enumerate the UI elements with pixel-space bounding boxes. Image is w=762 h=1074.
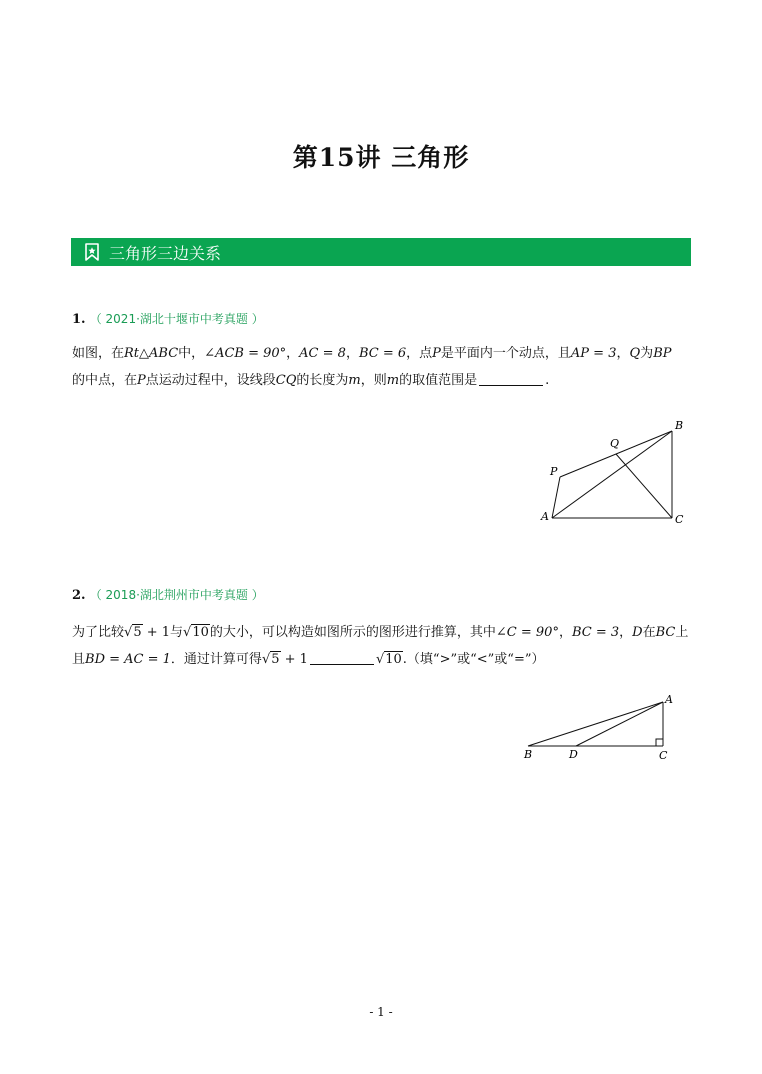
text: .（填“>”或“<”或“=”） (402, 652, 545, 667)
text: 中， (178, 346, 205, 361)
text: 上 (675, 625, 689, 640)
text: ，点 (406, 346, 433, 361)
math: BC = 6 (358, 346, 407, 361)
text: 为 (640, 346, 654, 361)
math: BD = AC = 1 (85, 652, 171, 667)
segment-ab (528, 702, 663, 746)
label-p: P (550, 465, 558, 478)
math: D (632, 625, 643, 640)
label-a: A (541, 510, 549, 523)
text: 的长度为 (296, 373, 349, 388)
question-2-body (72, 619, 694, 673)
question-1-figure (536, 416, 696, 530)
question-2-line-1 (72, 619, 694, 646)
text: 为了比较 (72, 625, 125, 640)
text: ， (616, 346, 630, 361)
radicand: 10 (192, 625, 209, 640)
text: 点运动过程中，设线段 (145, 373, 276, 388)
page-number: - 1 - (369, 1005, 393, 1019)
math: P (432, 346, 441, 361)
label-b: B (675, 419, 684, 432)
text: 且 (72, 652, 86, 667)
math: + 1 (142, 625, 171, 640)
text: ， (345, 346, 359, 361)
segment-ap (552, 477, 560, 518)
answer-blank[interactable] (479, 372, 543, 386)
math: CQ (275, 373, 297, 388)
question-source: （ 2021·湖北十堰市中考真题 ） (89, 312, 264, 326)
math: m (386, 373, 400, 388)
label-a: A (665, 693, 673, 706)
radicand: 5 (271, 652, 280, 667)
page-title: 第15讲 三角形 (292, 143, 470, 172)
math: ∠C = 90° (495, 625, 559, 640)
text: ， (558, 625, 572, 640)
text: ， (619, 625, 633, 640)
question-1-header (72, 310, 264, 327)
radicand: 10 (385, 652, 402, 667)
label-q: Q (610, 437, 620, 450)
text: 与 (170, 625, 184, 640)
sqrt-symbol: √10 (375, 652, 402, 667)
section-title: 三角形三边关系 (109, 243, 222, 263)
text: ，则 (360, 373, 387, 388)
label-b: B (524, 748, 533, 761)
math: AP = 3 (570, 346, 617, 361)
section-banner (71, 238, 691, 266)
math: BC (655, 625, 676, 640)
question-1-line-2 (72, 367, 694, 394)
math: BC = 3 (571, 625, 620, 640)
math: ∠ACB = 90° (204, 346, 287, 361)
text: 如图，在 (72, 346, 125, 361)
sqrt-symbol: √5 (124, 625, 142, 640)
question-1-line-1 (72, 340, 694, 367)
question-2-header (72, 586, 264, 603)
text: 在 (642, 625, 656, 640)
text: 的取值范围是 (399, 373, 478, 388)
label-c: C (659, 749, 668, 762)
right-angle-mark (656, 739, 663, 746)
math: AC = 8 (299, 346, 346, 361)
segment-qc (616, 454, 672, 518)
segment-ad (576, 702, 663, 746)
label-d: D (569, 748, 578, 761)
math: + 1 (280, 652, 308, 667)
text: 是平面内一个动点，且 (440, 346, 571, 361)
question-1-body (72, 340, 694, 394)
math: m (348, 373, 361, 388)
math: P (137, 373, 146, 388)
math: Rt△ABC (124, 346, 179, 361)
text: . (545, 373, 550, 388)
math: Q (629, 346, 641, 361)
text: ， (286, 346, 300, 361)
sqrt-symbol: √5 (261, 652, 280, 667)
question-2-line-2 (72, 646, 694, 673)
question-number: 1. (72, 312, 86, 327)
text: 的中点，在 (72, 373, 138, 388)
question-number: 2. (72, 588, 86, 603)
label-c: C (675, 513, 684, 526)
radicand: 5 (133, 625, 142, 640)
bookmark-star-icon (83, 243, 101, 261)
math: BP (653, 346, 672, 361)
text: 的大小，可以构造如图所示的图形进行推算，其中 (209, 625, 496, 640)
question-source: （ 2018·湖北荆州市中考真题 ） (89, 588, 264, 602)
sqrt-symbol: √10 (183, 625, 209, 640)
text: ．通过计算可得 (170, 652, 262, 667)
question-2-figure (518, 690, 678, 766)
answer-blank[interactable] (310, 651, 374, 665)
